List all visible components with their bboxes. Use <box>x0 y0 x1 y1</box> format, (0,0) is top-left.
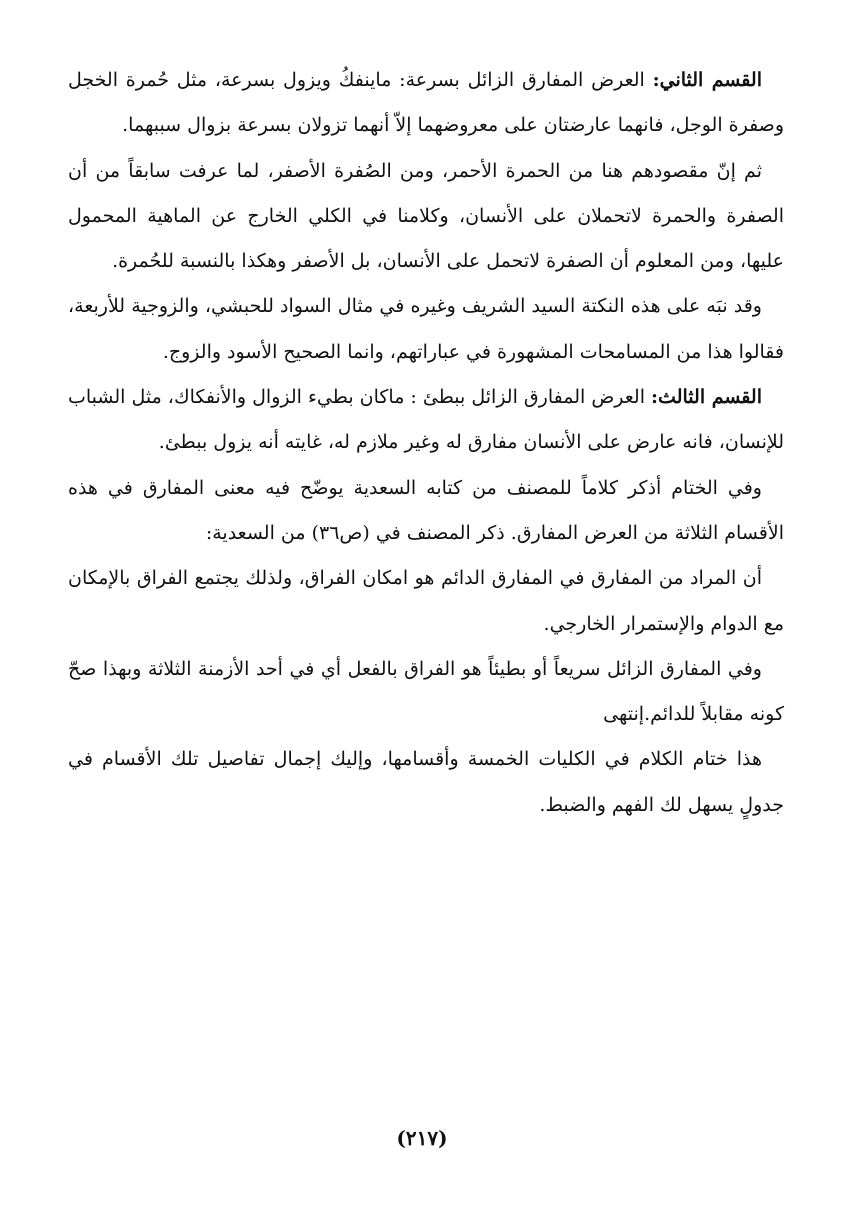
paragraph-conclusion-intro <box>68 466 784 557</box>
paragraph-heading: القسم الثالث: <box>651 386 762 409</box>
page-number: (٢١٧) <box>396 1126 448 1150</box>
paragraph-text: وفي الختام أذكر كلاماً للمصنف من كتابه السعدية يوضّح فيه معنى المفارق في هذه الأقسام الثلاثة من العرض المفارق. ذكر المصنف في (ص٣٦) من السعدية: <box>68 476 784 544</box>
paragraph-text: أن المراد من المفارق في المفارق الدائم هو امكان الفراق، ولذلك يجتمع الفراق بالإمكان مع الدوام والإستمرار الخارجي. <box>68 567 784 635</box>
paragraph-text: هذا ختام الكلام في الكليات الخمسة وأقسامها، وإليك إجمال تفاصيل تلك الأقسام في جدولٍ يسهل لك الفهم والضبط. <box>68 748 784 816</box>
paragraph-quote-permanent <box>68 556 784 647</box>
body-text <box>68 58 784 828</box>
paragraph-closing <box>68 737 784 828</box>
paragraph-text: وفي المفارق الزائل سريعاً أو بطيئاً هو الفراق بالفعل أي في أحد الأزمنة الثلاثة وبهذا صحّ كونه مقابلاً للدائم.إنتهى <box>68 657 784 726</box>
paragraph-sayyid-sharif-note <box>68 284 784 375</box>
paragraph-text: ثم إنّ مقصودهم هنا من الحمرة الأحمر، ومن الصُفرة الأصفر، لما عرفت سابقاً من أن الصفرة والحمرة لاتحملان على الأنسان، وكلامنا في الكلي الخارج عن الماهية المحمول عليها، ومن المعلوم أن الصفرة لاتحمل على الأنسان، بل الأصفر وهكذا بالنسبة للحُمرة. <box>68 159 784 273</box>
paragraph-section-three <box>68 375 784 466</box>
paragraph-red-yellow <box>68 149 784 285</box>
paragraph-quote-transient <box>68 647 784 738</box>
paragraph-text: العرض المفارق الزائل بسرعة: ماينفكُ ويزول بسرعة، مثل حُمرة الخجل وصفرة الوجل، فانهما عارضتان على معروضهما إلاّ أنهما تزولان بسرعة بزوال سببهما. <box>68 69 784 137</box>
paragraph-heading: القسم الثاني: <box>652 69 762 91</box>
paragraph-text: وقد نبَه على هذه النكتة السيد الشريف وغيره في مثال السواد للحبشي، والزوجية للأربعة، فقالوا هذا من المسامحات المشهورة في عباراتهم، وانما الصحيح الأسود والزوج. <box>68 295 784 363</box>
paragraph-text: العرض المفارق الزائل ببطئ : ماكان بطيء الزوال والأنفكاك، مثل الشباب للإنسان، فانه عارض على الأنسان مفارق له وغير ملازم له، غايته أنه يزول ببطئ. <box>68 386 784 454</box>
paragraph-section-two <box>68 58 784 149</box>
